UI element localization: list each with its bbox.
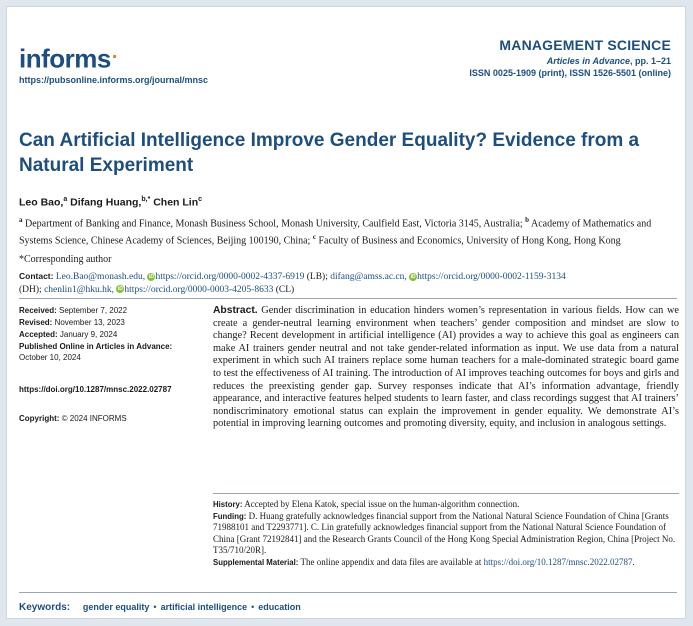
issn: ISSN 0025-1909 (print), ISSN 1526-5501 (online) — [469, 68, 671, 78]
email-link[interactable]: chenlin1@hku.hk, — [44, 284, 115, 295]
keyword-link[interactable]: gender equality — [82, 602, 150, 612]
meta-value: October 10, 2024 — [19, 353, 81, 362]
revised-date — [19, 317, 199, 328]
meta-value: September 7, 2022 — [56, 306, 128, 315]
journal-url-link[interactable]: https://pubsonline.informs.org/journal/mnsc — [19, 75, 209, 85]
affiliation-b: Academy of Mathematics and Systems Science, Chinese Academy of Sciences, Beijing 100190, China; — [19, 218, 652, 247]
article-page — [6, 6, 686, 619]
author-name[interactable]: Leo Bao, — [19, 196, 64, 209]
orcid-link[interactable]: https://orcid.org/0000-0002-4337-6919 — [155, 272, 305, 282]
keywords — [19, 602, 301, 613]
journal-name: MANAGEMENT SCIENCE — [499, 37, 671, 53]
author-name[interactable]: Difang Huang, — [67, 196, 142, 209]
note-text: Accepted by Elena Katok, special issue on the human-algorithm connection. — [242, 499, 520, 509]
author-tag: (LB); — [304, 272, 331, 282]
journal-info — [469, 37, 671, 78]
aia-label: Articles in Advance — [546, 56, 630, 66]
orcid-icon: iD — [148, 273, 154, 280]
author-sup: b,* — [141, 196, 151, 203]
corresponding-note: *Corresponding author — [19, 254, 112, 265]
divider — [19, 592, 677, 593]
keyword-separator: • — [251, 602, 255, 612]
doi-link[interactable]: https://doi.org/10.1287/mnsc.2022.02787 — [19, 385, 172, 394]
author-tag: (CL) — [273, 284, 295, 295]
author-list — [19, 196, 202, 209]
meta-value: November 13, 2023 — [52, 318, 125, 327]
meta-label: Received: — [19, 306, 57, 315]
received-date — [19, 305, 199, 316]
affil-sup: b — [525, 216, 530, 224]
accepted-date — [19, 329, 199, 340]
note-text: The online appendix and data files are available at — [298, 557, 484, 568]
logo-dot: . — [111, 41, 117, 63]
abstract-text: Gender discrimination in education hinders women’s representation in various fields. How can we create a gender-neutral learning environment when teachers’ gender composition and mindset are slow to change? Recent development in artificial intelligence (AI) provides a way to achieve this goal as engineers can make AI trainers gender neutral and not take gender-related information as input. We use data from a natural experiment in which such AI trainers replace some human teachers for a male-dominated strategic board game to test the effectiveness of AI training. The introduction of AI improves teaching outcomes for boys and girls and reduces the preexisting gender gap. Survey responses indicate that AI’s information advantage, friendly appearance, and interactive features helped students to learn faster, and class recordings suggest that AI trainers’ nondiscriminatory emotional status can explain the improvement in gender equality. We demonstrate AI’s potential in improving learning outcomes and promoting diversity, equity, and inclusion in analogous settings. — [213, 305, 679, 430]
meta-label: Accepted: — [19, 330, 58, 339]
published-date — [19, 341, 199, 363]
affiliation-a: Department of Banking and Finance, Monash Business School, Monash University, Caulfield East, Victoria 3145, Australia; — [22, 218, 526, 230]
supplemental-note — [213, 557, 679, 568]
contact-info — [19, 270, 679, 296]
note-label: Funding: — [213, 512, 247, 522]
meta-label: Copyright: — [19, 414, 60, 423]
abstract — [213, 305, 679, 431]
keyword-separator: • — [153, 602, 157, 612]
author-sup: a — [63, 196, 68, 203]
history-note — [213, 499, 679, 510]
article-title: Can Artificial Intelligence Improve Gender Equality? Evidence from a Natural Experiment — [19, 130, 640, 176]
orcid-link[interactable]: https://orcid.org/0000-0002-1159-3134 — [417, 272, 566, 282]
divider — [213, 493, 679, 494]
articles-in-advance — [469, 56, 671, 66]
page-range: , pp. 1–21 — [629, 56, 671, 66]
article-notes — [213, 499, 679, 569]
author-name[interactable]: Chen Lin — [150, 196, 199, 209]
affil-sup: c — [312, 232, 316, 241]
supplemental-link[interactable]: https://doi.org/10.1287/mnsc.2022.02787 — [483, 557, 633, 568]
orcid-icon: iD — [410, 273, 416, 280]
orcid-icon: iD — [117, 286, 123, 293]
logo-text: informs — [19, 43, 111, 74]
note-text: D. Huang gratefully acknowledges financial support from the National Natural Science Foundation of China [Grants 71988101 and T2293771]. C. Lin gratefully acknowledges financial support from the National Natural Science Foundation of China [Grant 72192841] and the Research Grants Council of the Hong Kong Special Administration Region, China [Project No. T35/710/20R]. — [213, 511, 676, 555]
keyword-link[interactable]: education — [258, 602, 301, 612]
divider — [19, 298, 677, 299]
affil-sup: a — [19, 216, 23, 224]
informs-logo[interactable] — [19, 41, 117, 75]
author-sup: c — [198, 196, 203, 203]
keywords-label: Keywords: — [19, 602, 71, 613]
email-link[interactable]: Leo.Bao@monash.edu, — [55, 272, 146, 282]
affiliation-c: Faculty of Business and Economics, University of Hong Kong, Hong Kong — [315, 235, 621, 247]
author-tag: (DH); — [19, 284, 45, 295]
keyword-link[interactable]: artificial intelligence — [160, 602, 248, 612]
email-link[interactable]: difang@amss.ac.cn, — [330, 272, 407, 282]
note-label: History: — [213, 500, 243, 509]
contact-label: Contact: — [19, 271, 54, 281]
abstract-label: Abstract. — [213, 305, 258, 316]
copyright — [19, 413, 199, 424]
note-label: Supplemental Material: — [213, 558, 299, 568]
orcid-link[interactable]: https://orcid.org/0000-0003-4205-8633 — [124, 284, 274, 295]
meta-label: Published Online in Articles in Advance: — [19, 342, 173, 351]
meta-value: © 2024 INFORMS — [59, 414, 127, 423]
funding-note — [213, 511, 679, 556]
affiliations — [19, 214, 674, 248]
meta-label: Revised: — [19, 318, 53, 327]
meta-value: January 9, 2024 — [57, 330, 118, 339]
note-text: . — [632, 557, 635, 568]
